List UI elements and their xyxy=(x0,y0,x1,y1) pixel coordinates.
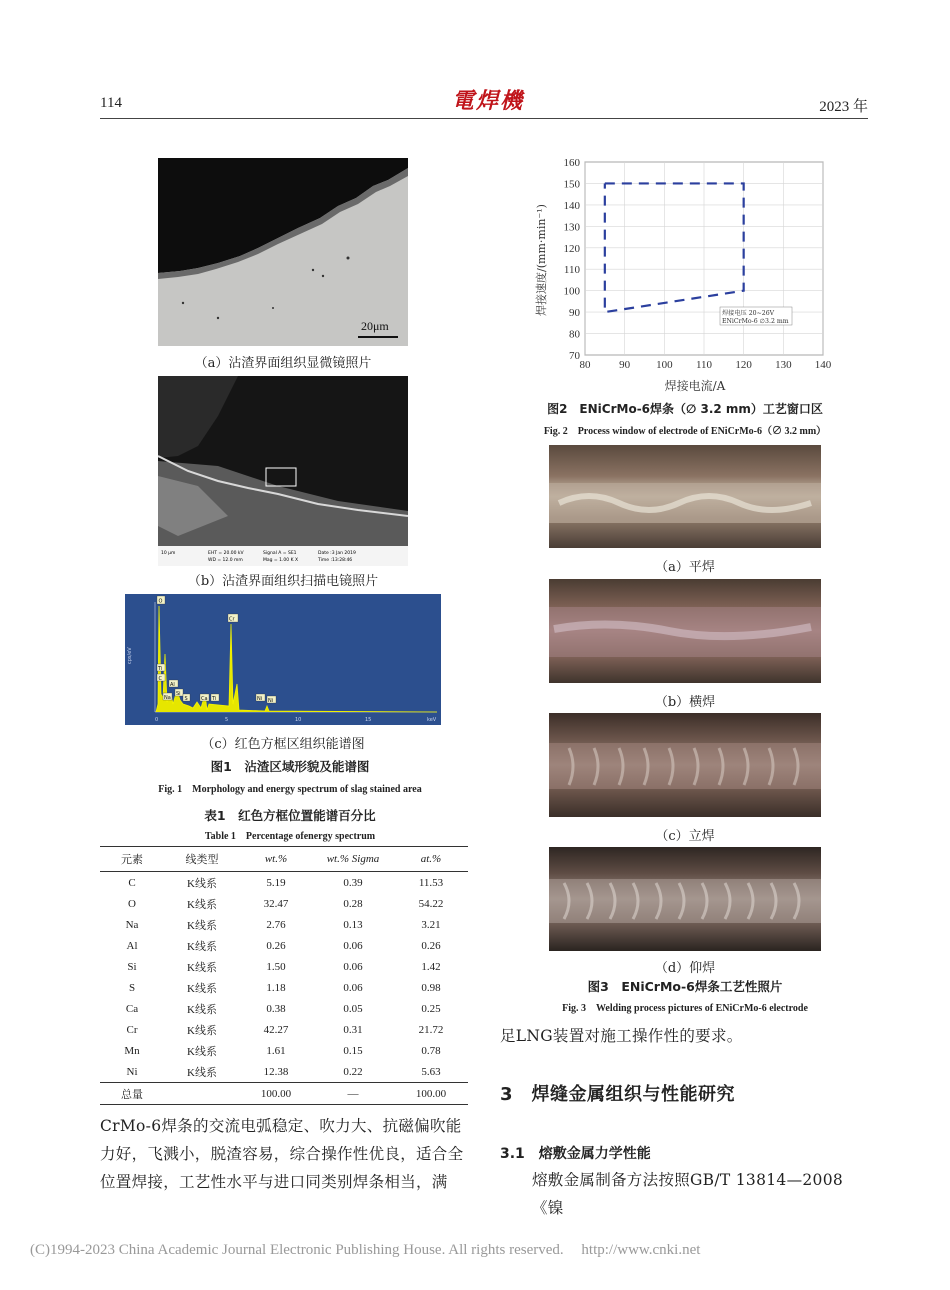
td-line-type: K线系 xyxy=(187,1045,217,1058)
table1 xyxy=(100,846,468,1105)
total-line-type xyxy=(164,1083,240,1105)
fig3-title-cn: 图3 ENiCrMo-6焊条工艺性照片 xyxy=(587,979,783,994)
y-tick-label: 90 xyxy=(569,307,580,320)
x-tick-label: 80 xyxy=(579,359,591,371)
spectrum-xtick-5: 5 xyxy=(225,717,229,723)
chart-svg xyxy=(515,150,845,395)
x-tick-label: 130 xyxy=(775,359,792,371)
td-wt-sigma: 0.13 xyxy=(343,918,363,931)
td-wt-sigma: 0.31 xyxy=(343,1023,363,1036)
sem-time: Time :13:28:46 xyxy=(318,558,353,563)
peak-label-ni: Ni xyxy=(257,696,263,702)
sem-mag: Mag = 1.00 K X xyxy=(263,558,299,563)
fig2-title-en: Fig. 2 Process window of electrode of ENiCrMo-6（∅ 3.2 mm） xyxy=(543,426,827,437)
total-wt: 100.00 xyxy=(260,1087,292,1100)
y-tick-label: 120 xyxy=(563,242,580,255)
th-at: at.% xyxy=(420,853,442,865)
td-at: 11.53 xyxy=(418,876,444,889)
table-row xyxy=(100,956,468,977)
td-wt: 0.38 xyxy=(266,1002,286,1015)
td-wt: 42.27 xyxy=(263,1023,289,1036)
footer-copyright xyxy=(30,1242,700,1259)
table1-title-cn: 表1 红色方框位置能谱百分比 xyxy=(204,808,376,823)
td-at: 5.63 xyxy=(421,1065,441,1078)
table-row xyxy=(100,1040,468,1061)
td-wt-sigma: 0.22 xyxy=(343,1065,363,1078)
x-tick-label: 100 xyxy=(656,359,673,371)
footer-copyright-text: (C)1994-2023 China Academic Journal Electronic Publishing House. All rights reserved. xyxy=(30,1242,564,1258)
td-line-type: K线系 xyxy=(187,1003,217,1016)
weld-photo-overhead xyxy=(549,847,821,951)
td-wt-sigma: 0.06 xyxy=(343,960,363,973)
x-tick-label: 140 xyxy=(814,359,832,371)
y-tick-label: 140 xyxy=(563,199,580,212)
right-continuation: 足LNG装置对施工操作性的要求。 xyxy=(500,1027,743,1045)
subsection-heading: 3.1 熔敷金属力学性能 xyxy=(500,1146,651,1162)
fig3a-caption: （a）平焊 xyxy=(655,560,715,575)
fig3b-caption: （b）横焊 xyxy=(654,695,716,710)
page-number: 114 xyxy=(100,95,122,111)
year: 2023 年 xyxy=(819,99,868,115)
left-line-1: CrMo-6焊条的交流电弧稳定、吹力大、抗磁偏吹能 xyxy=(100,1117,462,1135)
left-paragraph xyxy=(100,1112,470,1196)
td-wt: 2.76 xyxy=(266,918,286,931)
legend-line-1: 焊接电压 20~26V xyxy=(722,310,775,317)
td-element: C xyxy=(128,876,136,889)
y-tick-label: 150 xyxy=(563,178,580,191)
td-wt-sigma: 0.39 xyxy=(343,876,363,889)
td-line-type: K线系 xyxy=(187,1024,217,1037)
process-window-chart xyxy=(515,150,845,395)
td-wt-sigma: 0.06 xyxy=(343,939,363,952)
weld-overhead-svg xyxy=(549,847,821,951)
total-label: 总量 xyxy=(121,1088,143,1101)
y-tick-label: 100 xyxy=(563,285,580,298)
table-row xyxy=(100,872,468,894)
table-row xyxy=(100,1019,468,1040)
peak-label-s: S xyxy=(184,696,188,702)
table-row xyxy=(100,1061,468,1083)
peak-label-cr: Cr xyxy=(229,616,235,623)
fig1-title-cn: 图1 沾渣区域形貌及能谱图 xyxy=(210,759,370,774)
td-at: 21.72 xyxy=(418,1023,444,1036)
td-wt-sigma: 0.06 xyxy=(343,981,363,994)
chart-xlabel: 焊接电流/A xyxy=(664,379,726,393)
spectrum-xunit: keV xyxy=(427,717,437,723)
td-element: S xyxy=(128,981,136,994)
td-wt: 0.26 xyxy=(266,939,286,952)
peak-label-o: O xyxy=(158,598,163,605)
sem-wd: WD = 12.0 mm xyxy=(208,558,243,563)
section-heading: 3 焊缝金属组织与性能研究 xyxy=(500,1084,736,1105)
td-wt-sigma: 0.28 xyxy=(343,897,363,910)
x-tick-label: 120 xyxy=(735,359,752,371)
micrograph-svg xyxy=(158,158,408,346)
micrograph-photo xyxy=(158,158,408,346)
td-wt: 32.47 xyxy=(263,897,289,910)
td-at: 0.25 xyxy=(421,1002,441,1015)
chart-legend xyxy=(720,307,792,325)
fig3-title-en: Fig. 3 Welding process pictures of ENiCrMo-6 electrode xyxy=(562,1003,808,1014)
fig3c-caption: （c）立焊 xyxy=(655,829,715,844)
legend-line-2: ENiCrMo-6 ∅3.2 mm xyxy=(722,318,789,325)
th-line-type: 线类型 xyxy=(185,854,219,866)
fig3d-caption: （d）仰焊 xyxy=(654,961,716,976)
table-row xyxy=(100,914,468,935)
y-tick-label: 80 xyxy=(569,328,580,341)
td-wt: 1.61 xyxy=(266,1044,286,1057)
peak-label-si: Si xyxy=(176,691,181,697)
td-at: 0.26 xyxy=(421,939,441,952)
journal-logo: 電焊機 xyxy=(452,88,525,114)
td-line-type: K线系 xyxy=(187,1066,217,1079)
td-element: Al xyxy=(126,939,138,952)
total-sigma: — xyxy=(347,1087,359,1100)
table1-title-en: Table 1 Percentage ofenergy spectrum xyxy=(204,831,376,842)
peak-label-c: C xyxy=(158,676,162,682)
left-line-2: 力好，飞溅小，脱渣容易，综合操作性优良，适合全 xyxy=(100,1145,464,1163)
sem-eht: EHT = 20.00 kV xyxy=(208,551,244,556)
peak-label-ti-2: Ti xyxy=(212,696,217,702)
td-line-type: K线系 xyxy=(187,898,217,911)
spectrum-panel xyxy=(125,594,441,725)
peak-label-na: Na xyxy=(164,695,171,701)
spectrum-xtick-10: 10 xyxy=(295,717,302,723)
fig1c-caption: （c）红色方框区组织能谱图 xyxy=(201,737,365,752)
th-element: 元素 xyxy=(121,854,143,866)
td-element: O xyxy=(128,897,136,910)
weld-photo-flat xyxy=(549,445,821,548)
td-wt-sigma: 0.05 xyxy=(343,1002,363,1015)
fig1a-caption: （a）沾渣界面组织显微镜照片 xyxy=(194,356,372,371)
footer-url[interactable]: http://www.cnki.net xyxy=(581,1242,701,1258)
td-wt-sigma: 0.15 xyxy=(343,1044,363,1057)
peak-label-ni-2: Ni xyxy=(268,698,274,704)
spectrum-svg xyxy=(125,594,441,725)
total-at: 100.00 xyxy=(415,1087,447,1100)
table-row xyxy=(100,977,468,998)
header-rule xyxy=(100,118,868,119)
td-wt: 5.19 xyxy=(266,876,286,889)
td-line-type: K线系 xyxy=(187,940,217,953)
peak-label-ti: Ti xyxy=(158,666,163,672)
td-at: 0.78 xyxy=(421,1044,441,1057)
fig2-title-cn: 图2 ENiCrMo-6焊条（∅ 3.2 mm）工艺窗口区 xyxy=(547,402,823,416)
spectrum-ylabel: cps/eV xyxy=(127,647,133,664)
td-wt: 1.18 xyxy=(266,981,286,994)
td-element: Na xyxy=(125,918,139,931)
spectrum-xtick-0: 0 xyxy=(155,717,159,723)
th-wt-sigma: wt.% Sigma xyxy=(326,853,380,865)
table-row xyxy=(100,935,468,956)
weld-flat-svg xyxy=(549,445,821,548)
td-element: Cr xyxy=(126,1023,138,1036)
table-row xyxy=(100,893,468,914)
weld-photo-horizontal xyxy=(549,579,821,683)
td-at: 0.98 xyxy=(421,981,441,994)
sem-scale: 10 μm xyxy=(161,551,176,556)
sem-signal: Signal A = SE1 xyxy=(263,551,297,556)
td-at: 54.22 xyxy=(418,897,444,910)
y-tick-label: 160 xyxy=(563,157,580,169)
fig1-title-en: Fig. 1 Morphology and energy spectrum of slag stained area xyxy=(158,784,422,795)
weld-photo-vertical xyxy=(549,713,821,817)
peak-label-ca: Ca xyxy=(201,696,208,702)
y-tick-label: 110 xyxy=(563,264,580,277)
td-element: Ca xyxy=(125,1002,139,1015)
td-element: Ni xyxy=(126,1065,138,1078)
left-line-3: 位置焊接，工艺性水平与进口同类别焊条相当，满 xyxy=(100,1173,448,1191)
td-line-type: K线系 xyxy=(187,919,217,932)
x-tick-label: 110 xyxy=(695,359,713,371)
td-wt: 1.50 xyxy=(266,960,286,973)
spectrum-xtick-15: 15 xyxy=(365,717,372,723)
th-wt: wt.% xyxy=(264,853,288,865)
fig1b-caption: （b）沾渣界面组织扫描电镜照片 xyxy=(187,574,379,589)
td-line-type: K线系 xyxy=(187,961,217,974)
td-element: Mn xyxy=(124,1044,140,1057)
weld-horizontal-svg xyxy=(549,579,821,683)
y-tick-label: 130 xyxy=(563,221,580,234)
td-at: 1.42 xyxy=(421,960,441,973)
sem-svg xyxy=(158,376,408,566)
sem-photo xyxy=(158,376,408,566)
peak-label-al: Al xyxy=(170,682,175,688)
sem-date: Date :3 Jan 2019 xyxy=(318,551,356,556)
weld-vertical-svg xyxy=(549,713,821,817)
table-row xyxy=(100,998,468,1019)
x-tick-label: 90 xyxy=(619,359,631,371)
td-line-type: K线系 xyxy=(187,982,217,995)
right-paragraph-start: 熔敷金属制备方法按照GB/T 13814—2008《镍 xyxy=(532,1171,844,1217)
scale-bar-label: 20μm xyxy=(361,319,389,333)
chart-ylabel: 焊接速度/(mm·min⁻¹) xyxy=(535,204,548,316)
td-at: 3.21 xyxy=(421,918,441,931)
td-element: Si xyxy=(127,960,137,973)
td-line-type: K线系 xyxy=(187,877,217,890)
y-tick-label: 70 xyxy=(569,350,580,362)
td-wt: 12.38 xyxy=(263,1065,289,1078)
